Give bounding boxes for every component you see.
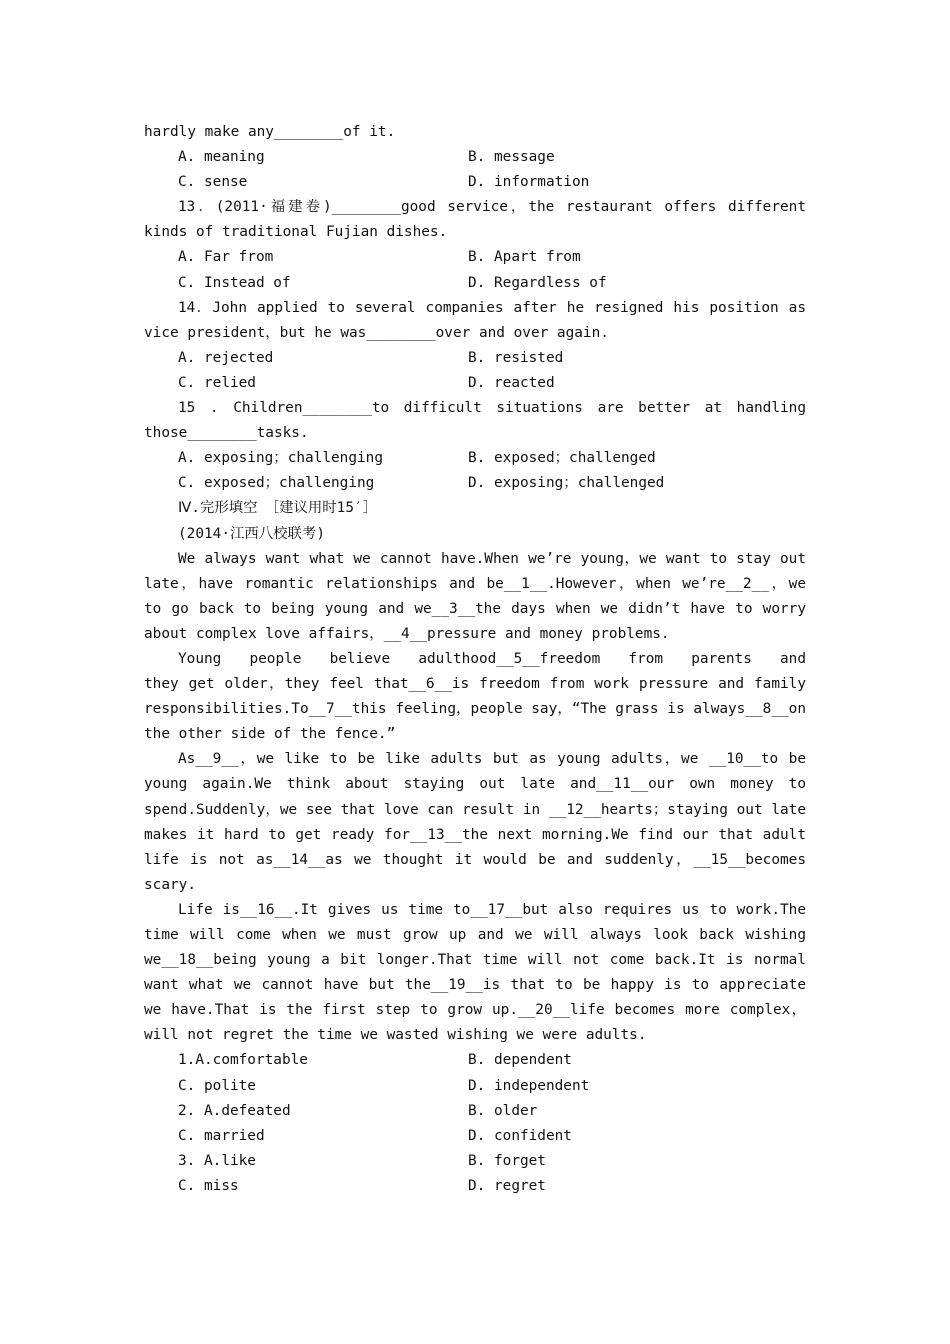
text-line: Young people believe adulthood__5__freedom from parents and <box>178 650 806 667</box>
option-right: D. reacted <box>468 374 555 391</box>
text-line: scary. <box>144 876 196 893</box>
option-row <box>144 245 806 270</box>
option-left: C. married <box>178 1127 265 1144</box>
option-left: C. polite <box>178 1077 256 1094</box>
text-line: young again.We think about staying out late and__11__our own money to <box>144 776 806 793</box>
option-left: A. meaning <box>178 149 265 166</box>
option-left: C. sense <box>178 174 248 191</box>
option-left: C. relied <box>178 374 256 391</box>
option-row <box>144 271 806 296</box>
option-right: B. exposed；challenged <box>468 450 656 467</box>
text-line: spend.Suddenly，we see that love can result in __12__hearts；staying out late <box>144 801 806 818</box>
option-left: C. exposed；challenging <box>178 475 375 492</box>
option-left: A. exposing；challenging <box>178 450 383 467</box>
option-left: A. Far from <box>178 249 274 266</box>
text-line: We always want what we cannot have.When we’re young，we want to stay out <box>178 550 806 567</box>
option-right: D. regret <box>468 1177 546 1194</box>
option-row <box>144 1124 806 1149</box>
option-row <box>144 1174 806 1199</box>
option-row <box>144 1074 806 1099</box>
text-line: vice president，but he was________over and over again. <box>144 324 609 341</box>
text-line: kinds of traditional Fujian dishes. <box>144 224 448 241</box>
option-row <box>144 371 806 396</box>
option-left: 3. A.like <box>178 1152 256 1169</box>
option-row <box>144 145 806 170</box>
option-row <box>144 1099 806 1124</box>
text-line: they get older，they feel that__6__is freedom from work pressure and family <box>144 676 806 693</box>
text-line: to go back to being young and we__3__the days when we didn’t have to worry <box>144 600 806 617</box>
option-right: D. Regardless of <box>468 274 607 291</box>
option-right: D. independent <box>468 1077 590 1094</box>
text-line: we have.That is the first step to grow up.__20__life becomes more complex， <box>144 1002 806 1019</box>
option-right: B. resisted <box>468 349 564 366</box>
text-line: those________tasks. <box>144 425 309 442</box>
option-left: C. miss <box>178 1177 239 1194</box>
option-left: 2. A.defeated <box>178 1102 291 1119</box>
option-right: D. information <box>468 174 590 191</box>
option-row <box>144 170 806 195</box>
option-right: D. confident <box>468 1127 572 1144</box>
option-right: B. forget <box>468 1152 546 1169</box>
text-line: 13．(2011·福建卷)________good service，the restaurant offers different <box>178 199 806 216</box>
text-line: Ⅳ.完形填空 ［建议用时15′］ <box>178 500 378 517</box>
option-right: B. Apart from <box>468 249 581 266</box>
option-left: 1.A.comfortable <box>178 1052 308 1069</box>
text-line: about complex love affairs，__4__pressure and money problems. <box>144 625 670 642</box>
option-right: B. older <box>468 1102 538 1119</box>
option-right: B. message <box>468 149 555 166</box>
text-line: (2014·江西八校联考) <box>178 525 325 542</box>
option-row <box>144 1048 806 1073</box>
text-line: makes it hard to get ready for__13__the next morning.We find our that adult <box>144 826 806 843</box>
text-line: hardly make any________of it. <box>144 124 396 140</box>
text-line: will not regret the time we wasted wishing we were adults. <box>144 1027 647 1044</box>
text-line: want what we cannot have but the__19__is that to be happy is to appreciate <box>144 977 806 994</box>
option-left: C. Instead of <box>178 274 291 291</box>
text-line: late，have romantic relationships and be__1__.However，when we’re__2__，we <box>144 575 806 592</box>
text-line: 14．John applied to several companies after he resigned his position as <box>178 299 806 316</box>
text-line: the other side of the fence.” <box>144 726 396 743</box>
text-line: we__18__being young a bit longer.That time will not come back.It is normal <box>144 952 806 969</box>
document-page <box>144 120 806 1199</box>
option-row <box>144 1149 806 1174</box>
option-right: D. exposing；challenged <box>468 475 665 492</box>
option-row <box>144 346 806 371</box>
text-line: Life is__16__.It gives us time to__17__but also requires us to work.The <box>178 901 806 918</box>
option-left: A. rejected <box>178 349 274 366</box>
option-right: B. dependent <box>468 1052 572 1069</box>
text-line: responsibilities.To__7__this feeling，people say，“The grass is always__8__on <box>144 701 806 718</box>
option-row <box>144 446 806 471</box>
text-line: life is not as__14__as we thought it would be and suddenly，__15__becomes <box>144 851 806 868</box>
text-line: time will come when we must grow up and we will always look back wishing <box>144 927 806 943</box>
text-line: 15 . Children________to difficult situations are better at handling <box>178 400 806 417</box>
option-row <box>144 471 806 496</box>
text-line: As__9__，we like to be like adults but as young adults，we __10__to be <box>178 751 806 768</box>
